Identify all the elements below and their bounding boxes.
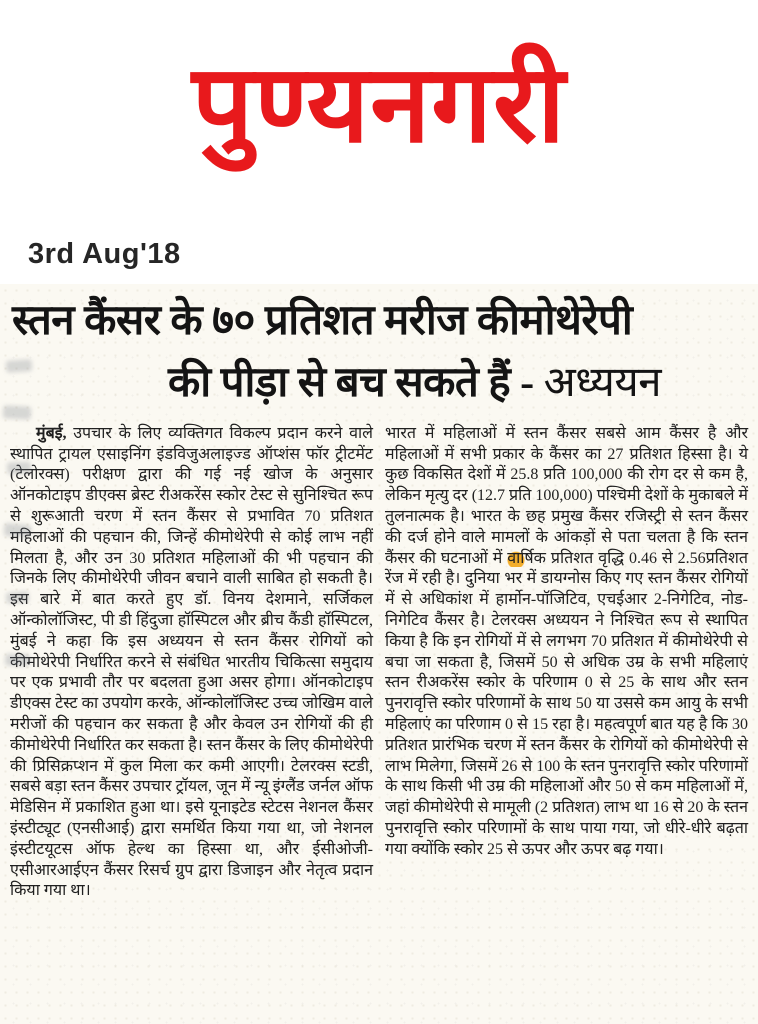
left-column <box>10 424 373 902</box>
headline-line2 <box>8 353 750 414</box>
right-column-text-2: प्रतिशत वृद्धि 0.46 से 2.56प्रतिशत रेंज में रही है। दुनिया भर में डायग्नोस किए गए स्तन कैंसर रोगियों में से अधिकांश में हार्मोन-पॉजिटिव, एचईआर 2-निगेटिव, नोड-निगेटिव कैंसर है। टेलरक्स अध्ययन ने निश्चित रूप से स्थापित किया है कि इन रोगियों में से लगभग 70 प्रतिशत में कीमोथेरेपी से बचा जा सकता है, जिसमें 50 से अधिक उम्र के सभी महिलाएं स्तन रीअकरेंस स्कोर के परिणाम 0 से 25 के साथ और स्तन पुनरावृत्ति स्कोर परिणामों के साथ 50 या उससे कम आयु के सभी महिलाएं का परिणाम 0 से 15 रहा है। महत्वपूर्ण बात यह है कि 30 प्रतिशत प्रारंभिक चरण में स्तन कैंसर के रोगियों को कीमोथेरेपी से लाभ मिलेगा, जिसमें 26 से 100 के स्तन पुनरावृत्ति स्कोर परिणामों के साथ किसी भी उम्र की महिलाओं और 50 से कम महिलाओं में, जहां कीमोथेरेपी से मामूली (2 प्रतिशत) लाभ था 16 से 20 के स्तन पुनरावृत्ति स्कोर परिणामों के साथ पाया गया, जो धीरे-धीरे बढ़ता गया क्योंकि स्कोर 25 से ऊपर और ऊपर बढ़ गया। <box>385 549 748 858</box>
article-body <box>8 424 750 902</box>
clipping-date: 3rd Aug'18 <box>28 238 181 270</box>
dateline: मुंबई, <box>36 424 67 442</box>
headline-line2-main: की पीड़ा से बच सकते हैं - <box>168 360 544 406</box>
headline-line2-suffix: अध्ययन <box>543 360 662 406</box>
right-column <box>385 424 748 902</box>
left-column-text: उपचार के लिए व्यक्तिगत विकल्प प्रदान करने वाले स्थापित ट्रायल एसाइनिंग इंडविजुअलाइज्ड ऑप्शंस फॉर ट्रीटमेंट (टेलोरक्स) परीक्षण द्वारा की गई नई खोज के अनुसार ऑनकोटाइप डीएक्स ब्रेस्ट रीअकरेंस स्कोर टेस्ट से सुनिश्चित रूप से शुरूआती चरण में स्तन कैंसर से प्रभावित 70 प्रतिशत महिलाओं की पहचान की, जिन्हें कीमोथेरेपी से कोई लाभ नहीं मिलता है, और उन 30 प्रतिशत महिलाओं की भी पहचान की जिनके लिए कीमोथेरेपी जीवन बचाने वाली साबित हो सकती है। इस बारे में बात करते हुए डॉ. विनय देशमाने, सर्जिकल ऑन्कोलॉजिस्ट, पी डी हिंदुजा हॉस्पिटल और ब्रीच कैंडी हॉस्पिटल, मुंबई ने कहा कि इस अध्ययन से स्तन कैंसर रोगियों को कीमोथेरेपी निर्धारित करने से संबंधित भारतीय चिकित्सा समुदाय पर एक प्रभावी तौर पर बदलता हुआ असर होगा। ऑनकोटाइप डीएक्स टेस्ट का उपयोग करके, ऑन्कोलॉजिस्ट उच्च जोखिम वाले मरीजों की पहचान कर सकता है और केवल उन रोगियों की ही कीमोथेरेपी निर्धारित कर सकता है। स्तन कैंसर के लिए कीमोथेरेपी की प्रिसिक्रप्शन में कुल मिला कर कमी आएगी। टेलरक्स स्टडी, सबसे बड़ा स्तन कैंसर उपचार ट्रॉयल, जून में न्यू इंग्लैंड जर्नल ऑफ मेडिसिन में प्रकाशित हुआ था। इसे यूनाइटेड स्टेटस नेशनल कैंसर इंस्टीट्यूट (एनसीआई) द्वारा समर्थित किया गया था, जो नेशनल इंस्टीटयूटस ऑफ हेल्थ का हिस्सा था, और ईसीओजी-एसीआरआईएन कैंसर रिसर्च ग्रुप द्वारा डिजाइन और नेतृत्व प्रदान किया गया था। <box>10 424 373 900</box>
masthead-logo: पुण्यनगरी <box>191 46 567 165</box>
article-headline <box>8 290 750 414</box>
right-column-text-1: भारत में महिलाओं में स्तन कैंसर सबसे आम कैंसर है और महिलाओं में सभी प्रकार के कैंसर का 27 प्रतिशत हिस्सा है। ये कुछ विकसित देशों में 25.8 प्रति 100,000 की रोग दर से कम है, लेकिन मृत्यु दर (12.7 प्रति 100,000) पश्चिमी देशों के मुकाबले में तुलनात्मक है। भारत के छह प्रमुख कैंसर रजिस्ट्री से स्तन कैंसर की दर्ज होने वाले मामलों के आंकड़ों से पता चलता है कि स्तन कैंसर की घटनाओं में <box>385 424 748 567</box>
highlighted-word: वार्षिक <box>507 549 546 567</box>
article-clipping <box>0 284 758 1024</box>
headline-line1: स्तन कैंसर के ७० प्रतिशत मरीज कीमोथेरेपी <box>12 298 633 344</box>
